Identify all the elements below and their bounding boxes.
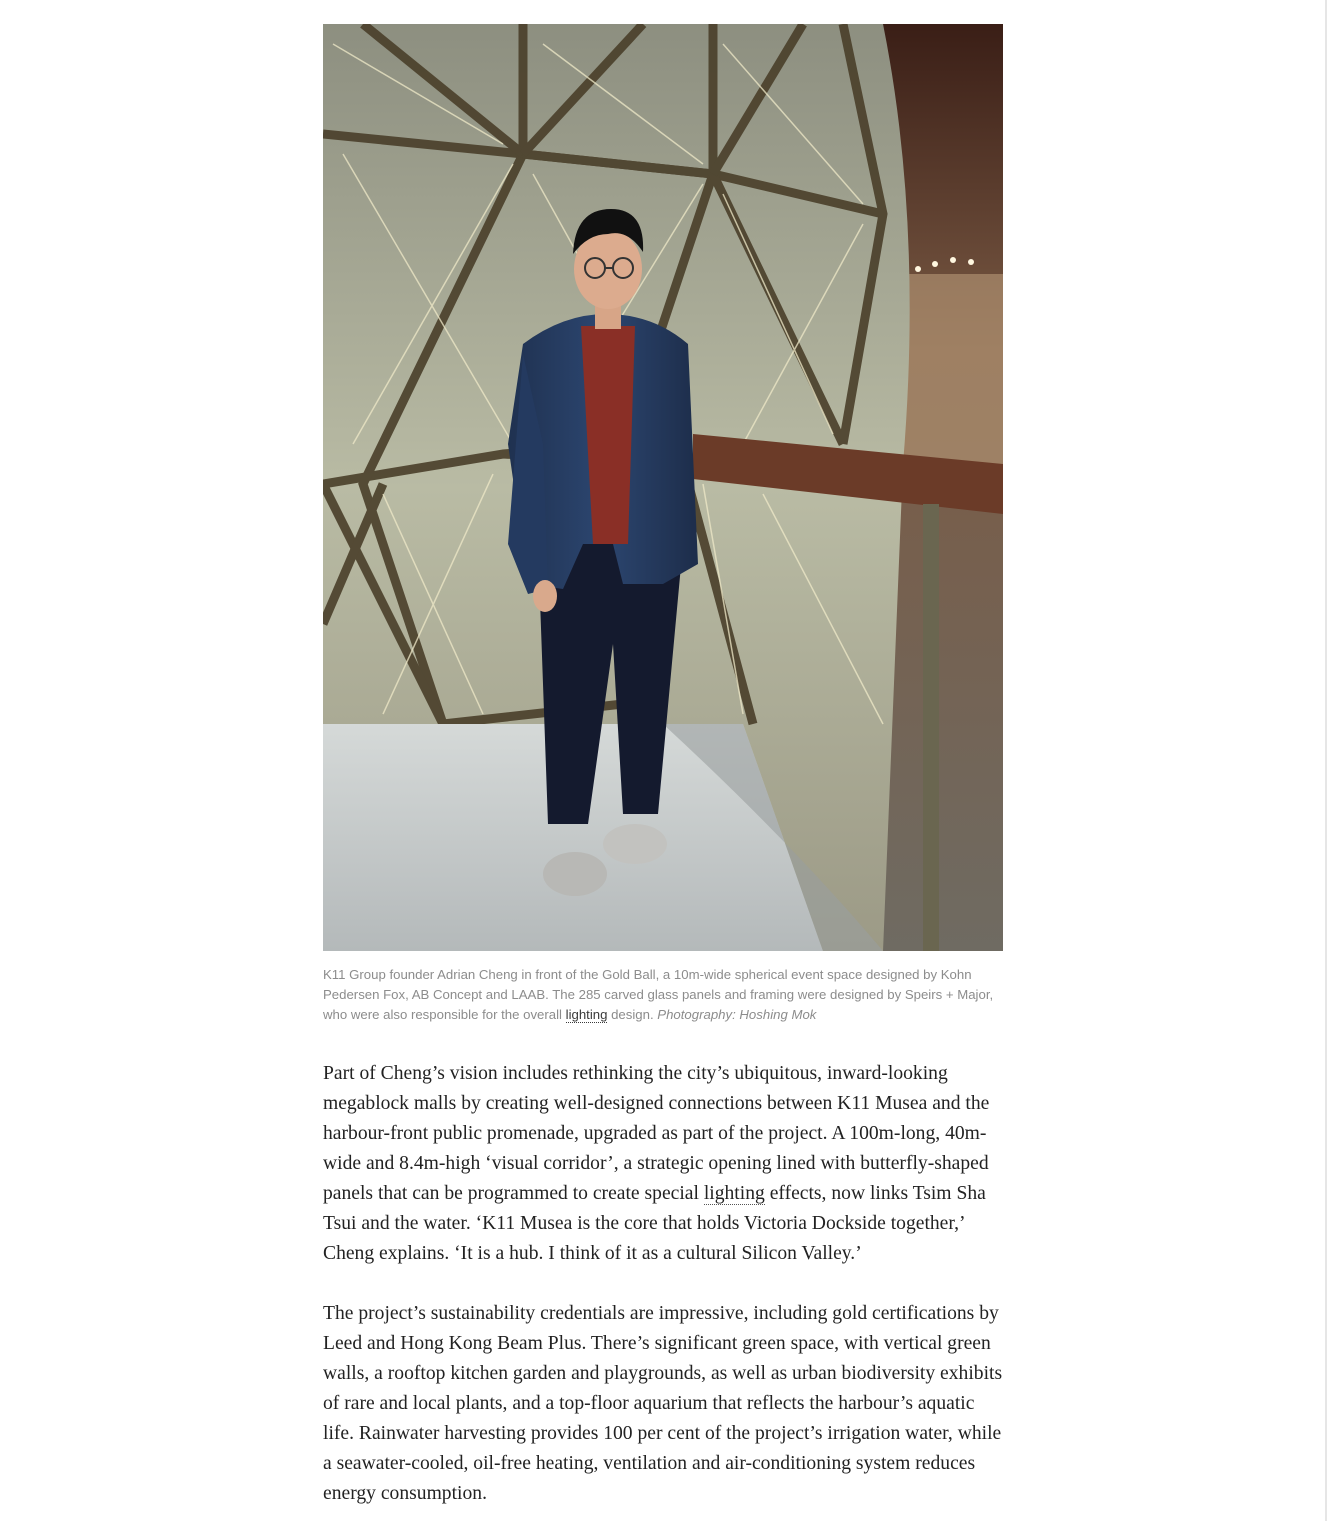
paragraph-1-text: Part of Cheng’s vision includes rethinking the city’s ubiquitous, inward-looking megablock malls by creating well-designed connections between K11 Musea and the harbour-front public promenade, upgraded as part of the project. A 100m-long, 40m-wide and 8.4m-high ‘visual corridor’, a strategic opening lined with butterfly-shaped panels that can be programmed to create special xyxy=(323,1063,990,1204)
photo-caption xyxy=(323,965,1003,1025)
caption-lighting-link[interactable]: lighting xyxy=(565,1007,608,1022)
body-lighting-link[interactable]: lighting xyxy=(703,1183,765,1204)
article-photo xyxy=(323,24,1003,951)
article xyxy=(323,24,1003,1539)
paragraph-2: The project’s sustainability credentials are impressive, including gold certifications by Leed and Hong Kong Beam Plus. There’s significant green space, with vertical green walls, a rooftop kitchen garden and playgrounds, as well as urban biodiversity exhibits of rare and local plants, and a top-floor aquarium that reflects the harbour’s aquatic life. Rainwater harvesting provides 100 per cent of the project’s irrigation water, while a seawater-cooled, oil-free heating, ventilation and air-conditioning system reduces energy consumption. xyxy=(323,1303,1003,1504)
paragraph-1-text-after: effects, now links Tsim Sha Tsui and the water. ‘K11 Musea is the core that holds Victoria Dockside together,’ Cheng explains. ‘It is a hub. I think of it as a cultural Silicon Valley.’ xyxy=(323,1183,986,1264)
caption-text: K11 Group founder Adrian Cheng in front of the Gold Ball, a 10m-wide spherical event space designed by Kohn Pedersen Fox, AB Concept and LAAB. The 285 carved glass panels and framing were designed by Speirs + Major, who were also responsible for the overall xyxy=(323,967,994,1022)
article-body xyxy=(323,1059,1003,1509)
caption-text-after: design. xyxy=(607,1007,658,1022)
photo-credit: Photography: Hoshing Mok xyxy=(657,1007,817,1022)
paragraph-1 xyxy=(323,1059,1003,1269)
article-figure xyxy=(323,24,1003,1025)
photo-illustration xyxy=(323,24,1003,951)
